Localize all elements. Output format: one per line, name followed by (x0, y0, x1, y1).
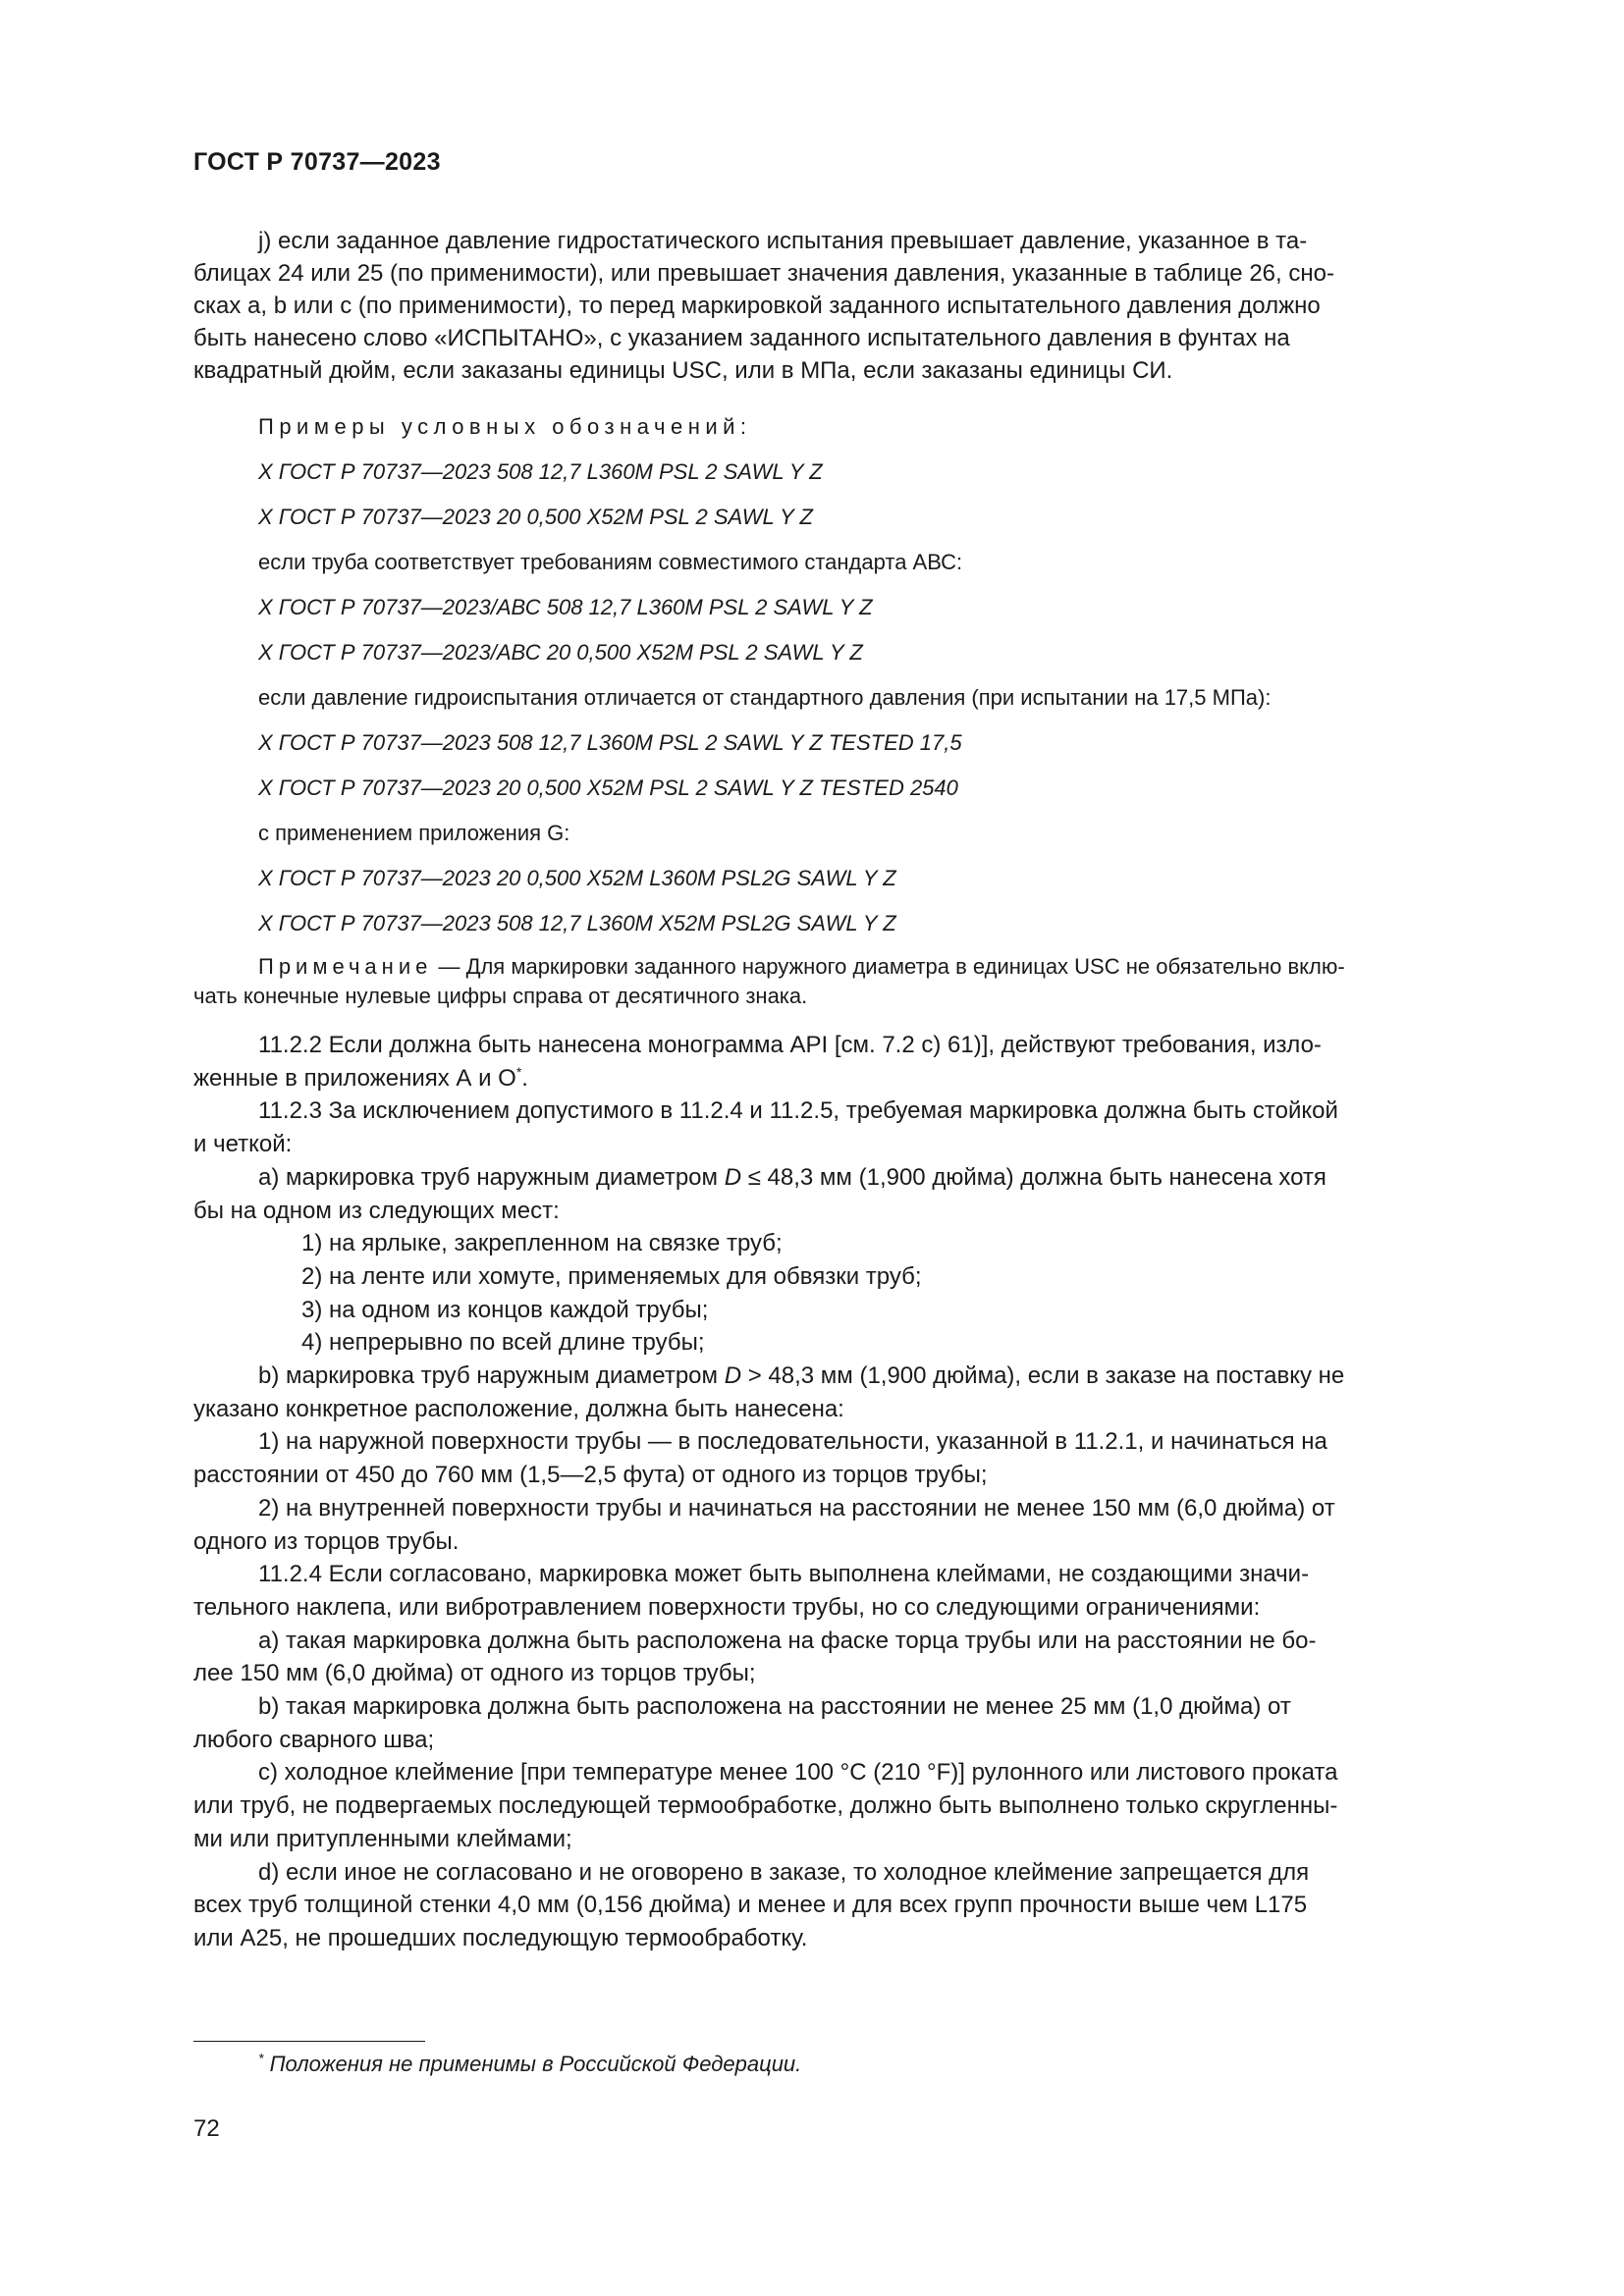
sub-item: 1) на ярлыке, закрепленном на связке труб; (301, 1230, 783, 1257)
text-line: ми или притупленными клеймами; (193, 1825, 572, 1852)
paragraph-j (193, 225, 1526, 387)
footnote-reference: * (515, 1063, 522, 1080)
variable-d: D (724, 1362, 742, 1390)
example-designation: Х ГОСТ Р 70737—2023/АВС 20 0,500 X52M PSL 2 SAWL Y Z (258, 640, 863, 665)
example-designation: Х ГОСТ Р 70737—2023 20 0,500 X52M PSL 2 SAWL Y Z (258, 505, 813, 529)
page-number: 72 (193, 2115, 220, 2142)
note-block (193, 952, 1526, 1011)
example-designation: Х ГОСТ Р 70737—2023/АВС 508 12,7 L360M PSL 2 SAWL Y Z (258, 595, 873, 619)
text-line: бы на одном из следующих мест: (193, 1197, 560, 1224)
text-line: всех труб толщиной стенки 4,0 мм (0,156 дюйма) и менее и для всех групп прочности выше чем L175 (193, 1892, 1308, 1919)
note-line (193, 952, 1526, 982)
item-a (193, 1161, 1526, 1195)
restriction-item: c) холодное клеймение [при температуре менее 100 °C (210 °F)] рулонного или листового проката (258, 1759, 1338, 1787)
sub-item: 1) на наружной поверхности трубы — в последовательности, указанной в 11.2.1, и начинаться на (258, 1428, 1327, 1456)
sub-item: 4) непрерывно по всей длине трубы; (301, 1329, 705, 1357)
text-line: указано конкретное расположение, должна быть нанесена: (193, 1395, 844, 1422)
text-line: j) если заданное давление гидростатического испытания превышает давление, указанное в та- (258, 228, 1308, 254)
example-designation: Х ГОСТ Р 70737—2023 508 12,7 L360M X52M PSL2G SAWL Y Z (258, 911, 896, 935)
text-line: лее 150 мм (6,0 дюйма) от одного из торцов трубы; (193, 1660, 756, 1687)
examples-block (193, 404, 1526, 946)
text-line: тельного наклепа, или вибротравлением поверхности трубы, но со следующими ограничениями: (193, 1593, 1261, 1621)
item-b (193, 1360, 1526, 1393)
main-text-block (193, 1029, 1526, 1955)
variable-d: D (724, 1163, 742, 1191)
text-line: или А25, не прошедших последующую термообработку. (193, 1924, 808, 1951)
example-designation: Х ГОСТ Р 70737—2023 508 12,7 L360M PSL 2 SAWL Y Z (258, 459, 823, 484)
example-designation: Х ГОСТ Р 70737—2023 20 0,500 X52M PSL 2 SAWL Y Z TESTED 2540 (258, 775, 958, 800)
footnote-divider (193, 2041, 425, 2042)
example-designation: Х ГОСТ Р 70737—2023 508 12,7 L360M PSL 2 SAWL Y Z TESTED 17,5 (258, 730, 962, 755)
note-line: чать конечные нулевые цифры справа от десятичного знака. (193, 984, 808, 1008)
item-text: a) маркировка труб наружным диаметром (258, 1163, 725, 1191)
text-line (193, 1062, 1526, 1095)
text-line: квадратный дюйм, если заказаны единицы USC, или в МПа, если заказаны единицы СИ. (193, 357, 1173, 384)
example-condition: с применением приложения G: (258, 821, 570, 845)
clause-text: женные в приложениях А и О (193, 1064, 516, 1092)
restriction-item: d) если иное не согласовано и не оговорено в заказе, то холодное клеймение запрещается для (258, 1858, 1310, 1886)
example-designation: Х ГОСТ Р 70737—2023 20 0,500 X52M L360M PSL2G SAWL Y Z (258, 866, 896, 890)
sub-item: 2) на внутренней поверхности трубы и начинаться на расстоянии не менее 150 мм (6,0 дюйма) от (258, 1494, 1335, 1522)
footnote (258, 2052, 801, 2077)
restriction-item: b) такая маркировка должна быть расположена на расстоянии не менее 25 мм (1,0 дюйма) от (258, 1693, 1291, 1721)
text-line: и четкой: (193, 1131, 293, 1158)
footnote-text: Положения не применимы в Российской Федерации. (263, 2052, 802, 2076)
clause-11-2-4: 11.2.4 Если согласовано, маркировка может быть выполнена клеймами, не создающими значи- (258, 1561, 1310, 1588)
sub-item: 2) на ленте или хомуте, применяемых для обвязки труб; (301, 1262, 922, 1290)
clause-text-end: . (521, 1064, 528, 1092)
text-line: или труб, не подвергаемых последующей термообработке, должно быть выполнено только скругленны- (193, 1792, 1338, 1820)
page-header-standard-id: ГОСТ Р 70737—2023 (193, 148, 441, 176)
clause-11-2-3: 11.2.3 За исключением допустимого в 11.2.4 и 11.2.5, требуемая маркировка должна быть стойкой (258, 1097, 1338, 1125)
item-text: b) маркировка труб наружным диаметром (258, 1362, 725, 1390)
text-line: любого сварного шва; (193, 1726, 435, 1753)
note-label: Примечание (258, 954, 433, 979)
note-text: — Для маркировки заданного наружного диаметра в единицах USC не обязательно вклю- (432, 954, 1345, 979)
clause-11-2-2: 11.2.2 Если должна быть нанесена монограмма API [см. 7.2 с) 61)], действуют требования, изло- (258, 1032, 1322, 1058)
text-line: одного из торцов трубы. (193, 1527, 460, 1555)
text-line: сках а, b или с (по применимости), то перед маркировкой заданного испытательного давления должно (193, 293, 1321, 319)
item-text: ≤ 48,3 мм (1,900 дюйма) должна быть нанесена хотя (741, 1163, 1326, 1191)
text-line: расстоянии от 450 до 760 мм (1,5—2,5 фута) от одного из торцов трубы; (193, 1462, 988, 1489)
restriction-item: a) такая маркировка должна быть расположена на фаске торца трубы или на расстоянии не бо- (258, 1627, 1317, 1654)
examples-label: Примеры условных обозначений: (258, 414, 752, 439)
text-line: быть нанесено слово «ИСПЫТАНО», с указанием заданного испытательного давления в фунтах на (193, 325, 1290, 351)
footnote-mark: * (258, 2050, 264, 2066)
example-condition: если труба соответствует требованиям совместимого стандарта АВС: (258, 550, 963, 574)
example-condition: если давление гидроиспытания отличается от стандартного давления (при испытании на 17,5 МПа): (258, 685, 1272, 710)
item-text: > 48,3 мм (1,900 дюйма), если в заказе на поставку не (741, 1362, 1345, 1390)
sub-item: 3) на одном из концов каждой трубы; (301, 1296, 709, 1323)
text-line: блицах 24 или 25 (по применимости), или превышает значения давления, указанные в таблице 26, сно- (193, 260, 1334, 287)
